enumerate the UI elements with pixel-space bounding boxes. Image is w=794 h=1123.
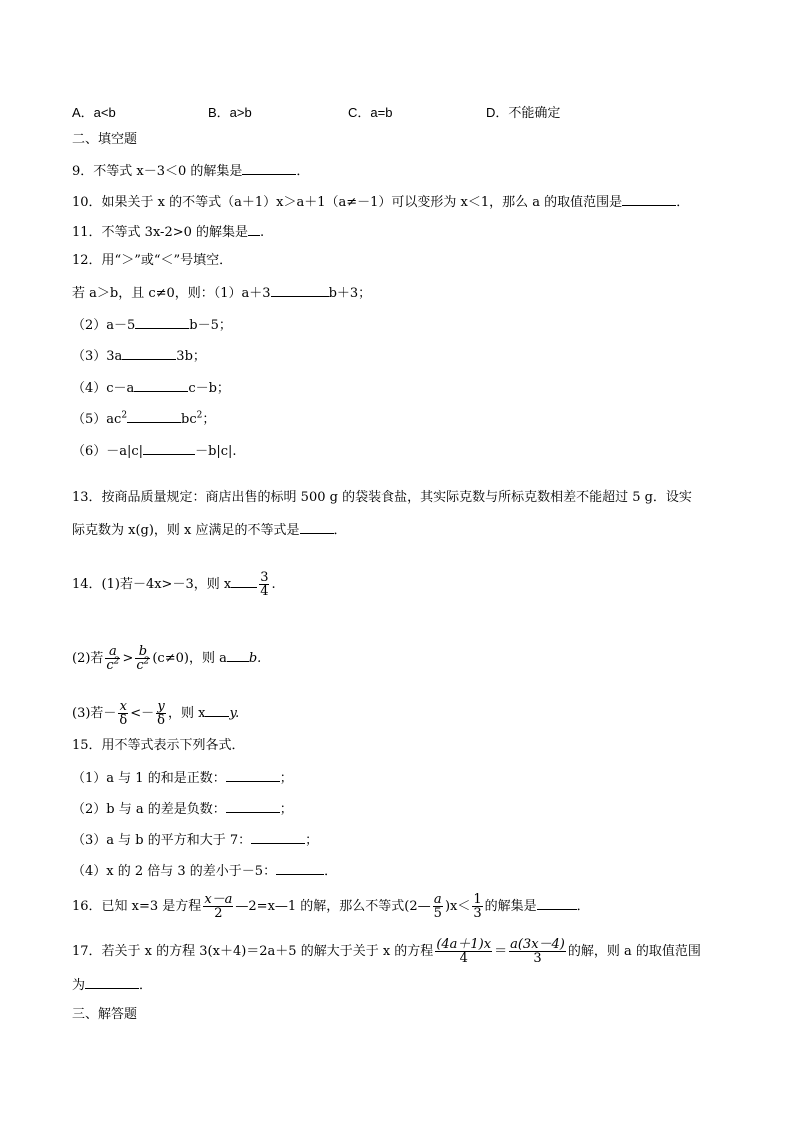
operator: ＝ (494, 944, 508, 959)
question-text: (c≠0)，则 a (152, 651, 227, 666)
punctuation: ； (279, 771, 293, 786)
question-text: 际克数为 x(g)，则 x 应满足的不等式是 (72, 523, 300, 538)
numerator: (4a＋1)x (436, 937, 492, 952)
denominator: c (136, 658, 144, 673)
question-15-title: 15．用不等式表示下列各式． (72, 738, 245, 753)
answer-blank[interactable] (226, 800, 280, 813)
question-text: （2）b 与 a 的差是负数： (72, 802, 226, 817)
question-15-part-1 (72, 769, 293, 787)
question-text: （5）ac (72, 412, 122, 427)
punctuation: ． (324, 864, 338, 879)
punctuation: ． (676, 195, 690, 210)
question-text: —2=x—1 的解，那么不等式(2— (235, 899, 431, 914)
numerator: a (433, 892, 442, 907)
question-12-title: 12．用“＞”或“＜”号填空． (72, 253, 233, 268)
denominator: 2 (214, 906, 223, 921)
operator: <－ (130, 706, 155, 721)
answer-blank[interactable] (122, 347, 176, 360)
fraction (472, 893, 482, 920)
fraction (509, 938, 566, 965)
question-17-line-2 (72, 976, 152, 994)
answer-blank[interactable] (251, 831, 305, 844)
question-text: （6）－a|c| (72, 444, 144, 459)
question-text: (2)若 (72, 651, 104, 666)
question-text: （3）3a (72, 349, 123, 364)
fraction (433, 893, 443, 920)
numerator: a(3x－4) (510, 937, 565, 952)
operator: > (122, 651, 134, 666)
denominator: 4 (459, 951, 468, 966)
answer-blank[interactable] (127, 410, 181, 423)
denominator: 4 (260, 584, 269, 599)
question-12-part-4 (72, 379, 230, 397)
question-12-part-3 (72, 347, 206, 365)
question-text: 若 a＞b，且 c≠0，则：（1）a＋3 (72, 286, 271, 301)
numerator: b (135, 645, 150, 659)
question-text: 的解集是 (484, 899, 537, 914)
question-10 (72, 193, 689, 211)
answer-blank[interactable] (622, 193, 676, 206)
fraction (435, 938, 492, 965)
denominator: 3 (533, 951, 542, 966)
question-14-part-3 (72, 700, 239, 727)
question-text: （3）a 与 b 的平方和大于 7： (72, 833, 252, 848)
question-text: 9．不等式 x－3＜0 的解集是 (72, 164, 243, 179)
question-15-part-4 (72, 862, 337, 880)
question-text: bc (181, 412, 197, 427)
answer-blank[interactable] (537, 897, 577, 910)
question-text: 的解，则 a 的取值范围 (567, 944, 701, 959)
question-text: (3)若－ (72, 706, 117, 721)
punctuation: ． (333, 523, 347, 538)
punctuation: ； (202, 412, 216, 427)
question-text: （4）c－a (72, 381, 135, 396)
question-9 (72, 162, 309, 180)
question-12-part-5: $(5)ac^2$ $bc^2$； (72, 410, 216, 427)
answer-blank[interactable] (205, 704, 229, 717)
question-text: 14．(1)若－4x>－3，则 x (72, 577, 232, 592)
question-16 (72, 893, 590, 920)
question-text: －b|c|. (195, 444, 237, 459)
option-d: D．不能确定 (486, 105, 561, 120)
fraction (156, 700, 166, 727)
question-text: ，则 x (167, 706, 206, 721)
question-14-part-1 (72, 571, 276, 598)
denominator: c (106, 658, 114, 673)
question-12-part-6 (72, 442, 237, 460)
answer-blank[interactable] (276, 862, 324, 875)
answer-blank[interactable] (135, 316, 189, 329)
punctuation: ； (279, 802, 293, 817)
numerator: x－a (204, 892, 233, 907)
punctuation: ． (296, 164, 310, 179)
option-c: C．a=b (348, 105, 393, 120)
denominator: δ (157, 713, 165, 728)
question-13-line-1: 13．按商品质量规定：商店出售的标明 500 g 的袋装食盐，其实际克数与所标克数相差不能超过 5 g．设实 (72, 490, 692, 505)
fraction (203, 893, 233, 920)
question-text: 17．若关于 x 的方程 3(x＋4)＝2a＋5 的解大于关于 x 的方程 (72, 944, 434, 959)
answer-blank[interactable] (231, 575, 257, 588)
numerator: a (105, 645, 120, 659)
punctuation: ； (305, 833, 319, 848)
answer-blank[interactable] (85, 976, 139, 989)
fraction (259, 571, 269, 598)
question-text: b＋3； (328, 286, 372, 301)
question-text: （2）a－5 (72, 318, 136, 333)
answer-blank[interactable] (134, 379, 188, 392)
denominator: 3 (473, 906, 482, 921)
question-12-part-2 (72, 316, 232, 334)
question-text: （4）x 的 2 倍与 3 的差小于－5： (72, 864, 277, 879)
fraction: $\frac{a}{c^2}$ (106, 644, 120, 673)
question-text: y. (229, 706, 240, 721)
punctuation: ． (576, 899, 590, 914)
numerator: 3 (260, 570, 269, 585)
answer-blank[interactable] (271, 284, 329, 297)
question-text: c－b； (188, 381, 230, 396)
question-11 (72, 223, 264, 241)
question-text: 3b； (176, 349, 206, 364)
fraction: $\frac{b}{c^2}$ (136, 644, 150, 673)
section-heading-fill-blank: 二、填空题 (72, 132, 138, 147)
question-17-line-1 (72, 938, 701, 965)
question-text: 16．已知 x=3 是方程 (72, 899, 202, 914)
section-heading-answers: 三、解答题 (72, 1007, 138, 1022)
punctuation: ． (139, 978, 153, 993)
numerator: y (157, 699, 165, 714)
option-b: B．a>b (208, 105, 252, 120)
answer-blank[interactable] (226, 769, 280, 782)
question-text: 10．如果关于 x 的不等式（a＋1）x＞a＋1（a≠－1）可以变形为 x＜1，那么 a 的取值范围是 (72, 195, 623, 210)
punctuation: . (260, 225, 265, 240)
question-text: 11．不等式 3x-2>0 的解集是 (72, 225, 249, 240)
answer-blank[interactable] (300, 521, 334, 534)
answer-blank[interactable] (242, 162, 296, 175)
answer-blank[interactable] (227, 649, 249, 662)
question-text: )x＜ (444, 899, 471, 914)
question-12-part-1 (72, 284, 371, 302)
fraction (118, 700, 128, 727)
punctuation: . (271, 577, 276, 592)
question-text: 为 (72, 978, 86, 993)
answer-blank[interactable] (143, 442, 195, 455)
question-text: b. (248, 651, 262, 666)
numerator: x (119, 699, 127, 714)
question-text: （1）a 与 1 的和是正数： (72, 771, 226, 786)
question-text: b－5； (189, 318, 232, 333)
option-a: A．a<b (72, 105, 116, 120)
question-14-part-2 (72, 645, 261, 672)
question-15-part-2 (72, 800, 293, 818)
denominator: 5 (433, 906, 442, 921)
question-13-line-2 (72, 521, 347, 539)
answer-blank[interactable] (248, 223, 260, 236)
numerator: 1 (473, 892, 482, 907)
denominator: δ (119, 713, 128, 728)
question-15-part-3 (72, 831, 318, 849)
